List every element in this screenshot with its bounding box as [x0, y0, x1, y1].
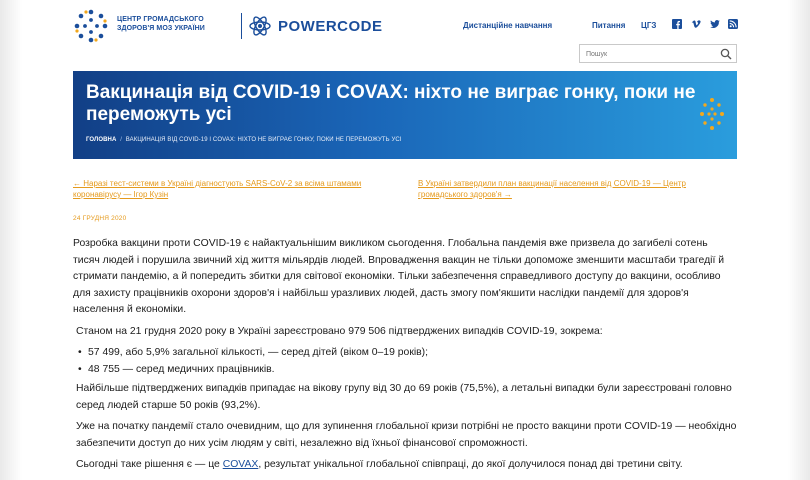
article-body [73, 236, 737, 479]
nav-item-questions[interactable]: Питання [592, 21, 626, 30]
cgz-logo-icon[interactable] [73, 8, 109, 44]
twitter-icon[interactable] [710, 19, 720, 29]
breadcrumb [86, 137, 402, 143]
list-item: • 57 499, або 5,9% загальної кількості, — серед дітей (віком 0–19 років); [78, 345, 737, 362]
site-header [73, 8, 738, 44]
stats-list [73, 345, 737, 378]
list-item: • 48 755 — серед медичних працівників. [78, 362, 737, 379]
article-paragraph-5 [73, 457, 737, 474]
cgz-line2: ЗДОРОВ'Я МОЗ УКРАЇНИ [117, 25, 205, 32]
powercode-atom-icon[interactable] [248, 14, 272, 38]
nav-item-distance-learning[interactable]: Дистанційне навчання [463, 21, 553, 30]
search-input[interactable] [586, 48, 716, 60]
nav-item-cgz[interactable]: ЦГЗ [641, 21, 657, 30]
article-paragraph-4: Уже на початку пандемії стало очевидним, що для зупинення глобальної кризи потрібні не просто вакцини проти COVID-19 — необхідно забезпечити доступ до них усім людям у світі, незалежно від їхньої фінансової спроможності. [76, 421, 737, 449]
article-paragraph-2: Станом на 21 грудня 2020 року в Україні зареєстровано 979 506 підтверджених випадків COVID-19, зокрема: [76, 325, 603, 337]
vimeo-icon[interactable] [691, 19, 701, 29]
breadcrumb-home[interactable]: ГОЛОВНА [86, 137, 117, 143]
page-shadow-right [788, 0, 810, 480]
covax-link[interactable]: COVAX [222, 459, 259, 470]
previous-post-link[interactable]: ← Наразі тест-системи в Україні діагностують SARS-CoV-2 за всіма штамами коронавірусу — Ігор Кузін [73, 179, 362, 199]
powercode-logo-text[interactable]: POWERCODE [278, 18, 383, 35]
page-shadow-left [0, 0, 22, 480]
article-paragraph-1: Розробка вакцини проти COVID-19 є найактуальнішим викликом сьогодення. Глобальна пандемія вже призвела до загибелі сотень тисяч людей і порушила звичний хід життя мільярдів людей. Впровадження вакцин не тільки допоможе зменшити масштаби трагедії й стримати пандемію, а й попередить збитки для світової економіки. Тільки забезпечення справедливого доступу до вакцини, особливо для захисту працівників охорони здоров'я і найбільш уразливих людей, дасть змогу пом'якшити наслідки пандемії для здоров'я населення й економіки. [73, 238, 725, 315]
breadcrumb-current: ВАКЦИНАЦІЯ ВІД COVID-19 І COVAX: НІХТО НЕ ВИГРАЄ ГОНКУ, ПОКИ НЕ ПЕРЕМОЖУТЬ УСІ [125, 137, 402, 143]
logo-divider [241, 13, 242, 39]
rss-icon[interactable] [728, 19, 738, 29]
article-paragraph-3: Найбільше підтверджених випадків припадає на вікову групу від 30 до 69 років (75,5%), а летальні випадки були зареєстровані головно серед людей старше 50 років (93,2%). [76, 383, 732, 411]
article-banner [73, 71, 737, 159]
article-date: 24 ГРУДНЯ 2020 [73, 215, 127, 222]
breadcrumb-separator: / [120, 137, 122, 143]
paragraph-5-end: , результат унікальної глобальної співпраці, до якої долучилося понад дві третини світу. [258, 459, 683, 470]
search-box [579, 44, 737, 63]
decorative-dots-icon [699, 97, 725, 131]
next-post-link[interactable]: В Україні затвердили план вакцинації населення від COVID-19 — Центр громадського здоров'я → [418, 179, 686, 199]
cgz-logo-text[interactable] [117, 15, 237, 33]
cgz-line1: ЦЕНТР ГРОМАДСЬКОГО [117, 16, 204, 23]
search-icon[interactable] [720, 48, 732, 60]
paragraph-5-start: Сьогодні таке рішення є — це [76, 459, 223, 470]
facebook-icon[interactable] [672, 19, 682, 29]
social-links [672, 19, 738, 31]
page-title: Вакцинація від COVID-19 і COVAX: ніхто не виграє гонку, поки не переможуть усі [86, 82, 696, 125]
